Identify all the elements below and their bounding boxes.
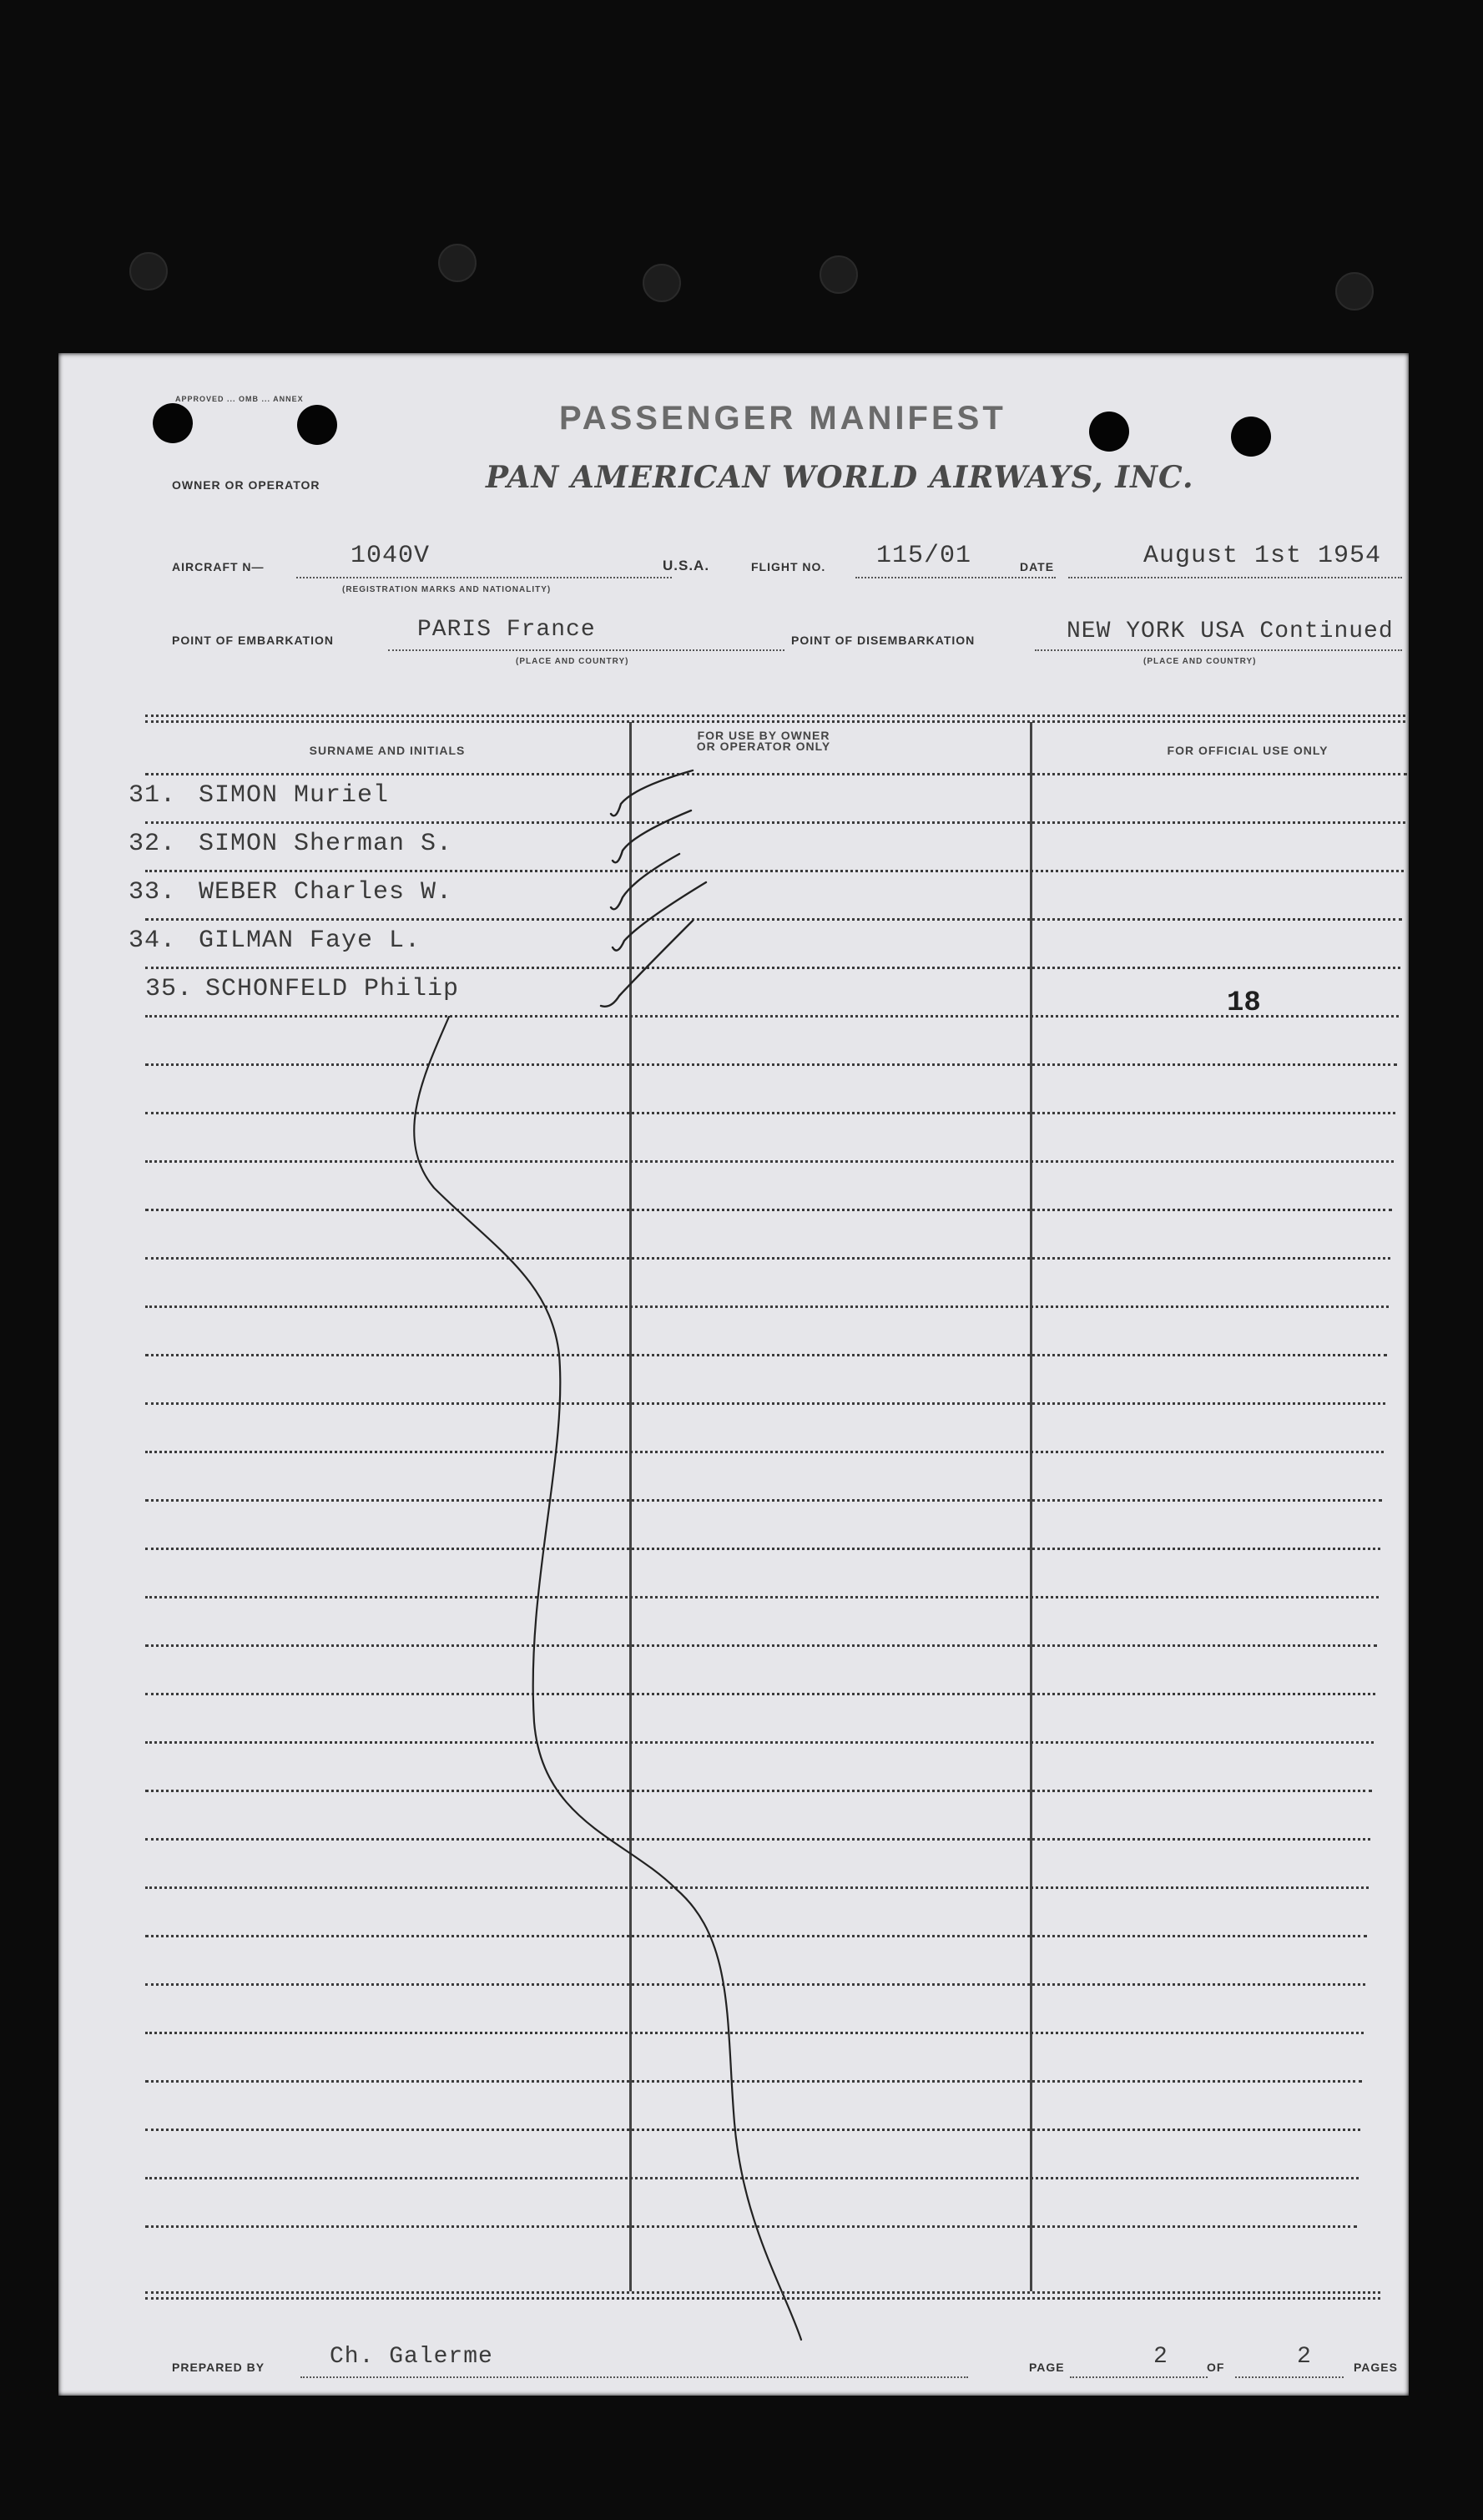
passenger-name: SCHONFELD Philip — [205, 975, 460, 1003]
document-title: PASSENGER MANIFEST — [559, 400, 1006, 437]
page-total: 2 — [1297, 2344, 1312, 2370]
binder-hole — [438, 244, 477, 282]
manifest-sheet — [58, 353, 1409, 2396]
page-label: PAGE — [1029, 2361, 1065, 2374]
passenger-name: WEBER Charles W. — [199, 878, 453, 906]
prepared-by-name: Ch. Galerme — [330, 2344, 493, 2370]
flight-date: August 1st 1954 — [1143, 542, 1382, 570]
disembarkation-caption: (PLACE AND COUNTRY) — [1143, 657, 1257, 666]
date-label: DATE — [1020, 560, 1055, 573]
binder-hole — [1335, 272, 1374, 311]
aircraft-registration: 1040V — [351, 542, 431, 570]
disembarkation-point: NEW YORK USA Continued — [1067, 619, 1394, 644]
prepared-by-label: PREPARED BY — [172, 2361, 265, 2374]
binder-hole — [129, 252, 168, 290]
column-header-surname: SURNAME AND INITIALS — [309, 744, 466, 757]
approval-stamp: APPROVED ... OMB ... ANNEX — [175, 395, 304, 403]
closing-squiggle — [414, 1017, 801, 2340]
registration-caption: (REGISTRATION MARKS AND NATIONALITY) — [342, 585, 552, 594]
embarkation-label: POINT OF EMBARKATION — [172, 634, 334, 647]
operator-name: PAN AMERICAN WORLD AIRWAYS, INC. — [486, 460, 1194, 495]
embarkation-caption: (PLACE AND COUNTRY) — [516, 657, 629, 666]
official-count: 18 — [1227, 987, 1261, 1019]
column-header-official-use: FOR OFFICIAL USE ONLY — [1167, 744, 1329, 757]
passenger-number: 33. — [129, 878, 177, 906]
of-label: OF — [1207, 2361, 1225, 2374]
owner-label: OWNER OR OPERATOR — [172, 478, 320, 492]
handwriting-overlay — [58, 353, 1409, 2396]
passenger-name: GILMAN Faye L. — [199, 927, 421, 955]
passenger-number: 31. — [129, 781, 177, 810]
disembarkation-label: POINT OF DISEMBARKATION — [791, 634, 976, 647]
page-number: 2 — [1153, 2344, 1168, 2370]
passenger-number: 32. — [129, 830, 177, 858]
column-header-owner-use: FOR USE BY OWNER OR OPERATOR ONLY — [696, 729, 831, 753]
pages-label: PAGES — [1354, 2361, 1398, 2374]
flight-number: 115/01 — [876, 542, 972, 570]
check-mark — [601, 921, 693, 1007]
passenger-number: 34. — [129, 927, 177, 955]
passenger-name: SIMON Muriel — [199, 781, 390, 810]
embarkation-point: PARIS France — [417, 617, 596, 643]
aircraft-label: AIRCRAFT N— — [172, 560, 265, 573]
country-label: U.S.A. — [663, 558, 710, 573]
flight-label: FLIGHT NO. — [751, 560, 826, 573]
check-mark — [611, 770, 693, 816]
passenger-name: SIMON Sherman S. — [199, 830, 453, 858]
binder-hole — [643, 264, 681, 302]
passenger-number: 35. — [145, 975, 194, 1003]
binder-hole — [820, 255, 858, 294]
check-mark — [611, 854, 679, 909]
